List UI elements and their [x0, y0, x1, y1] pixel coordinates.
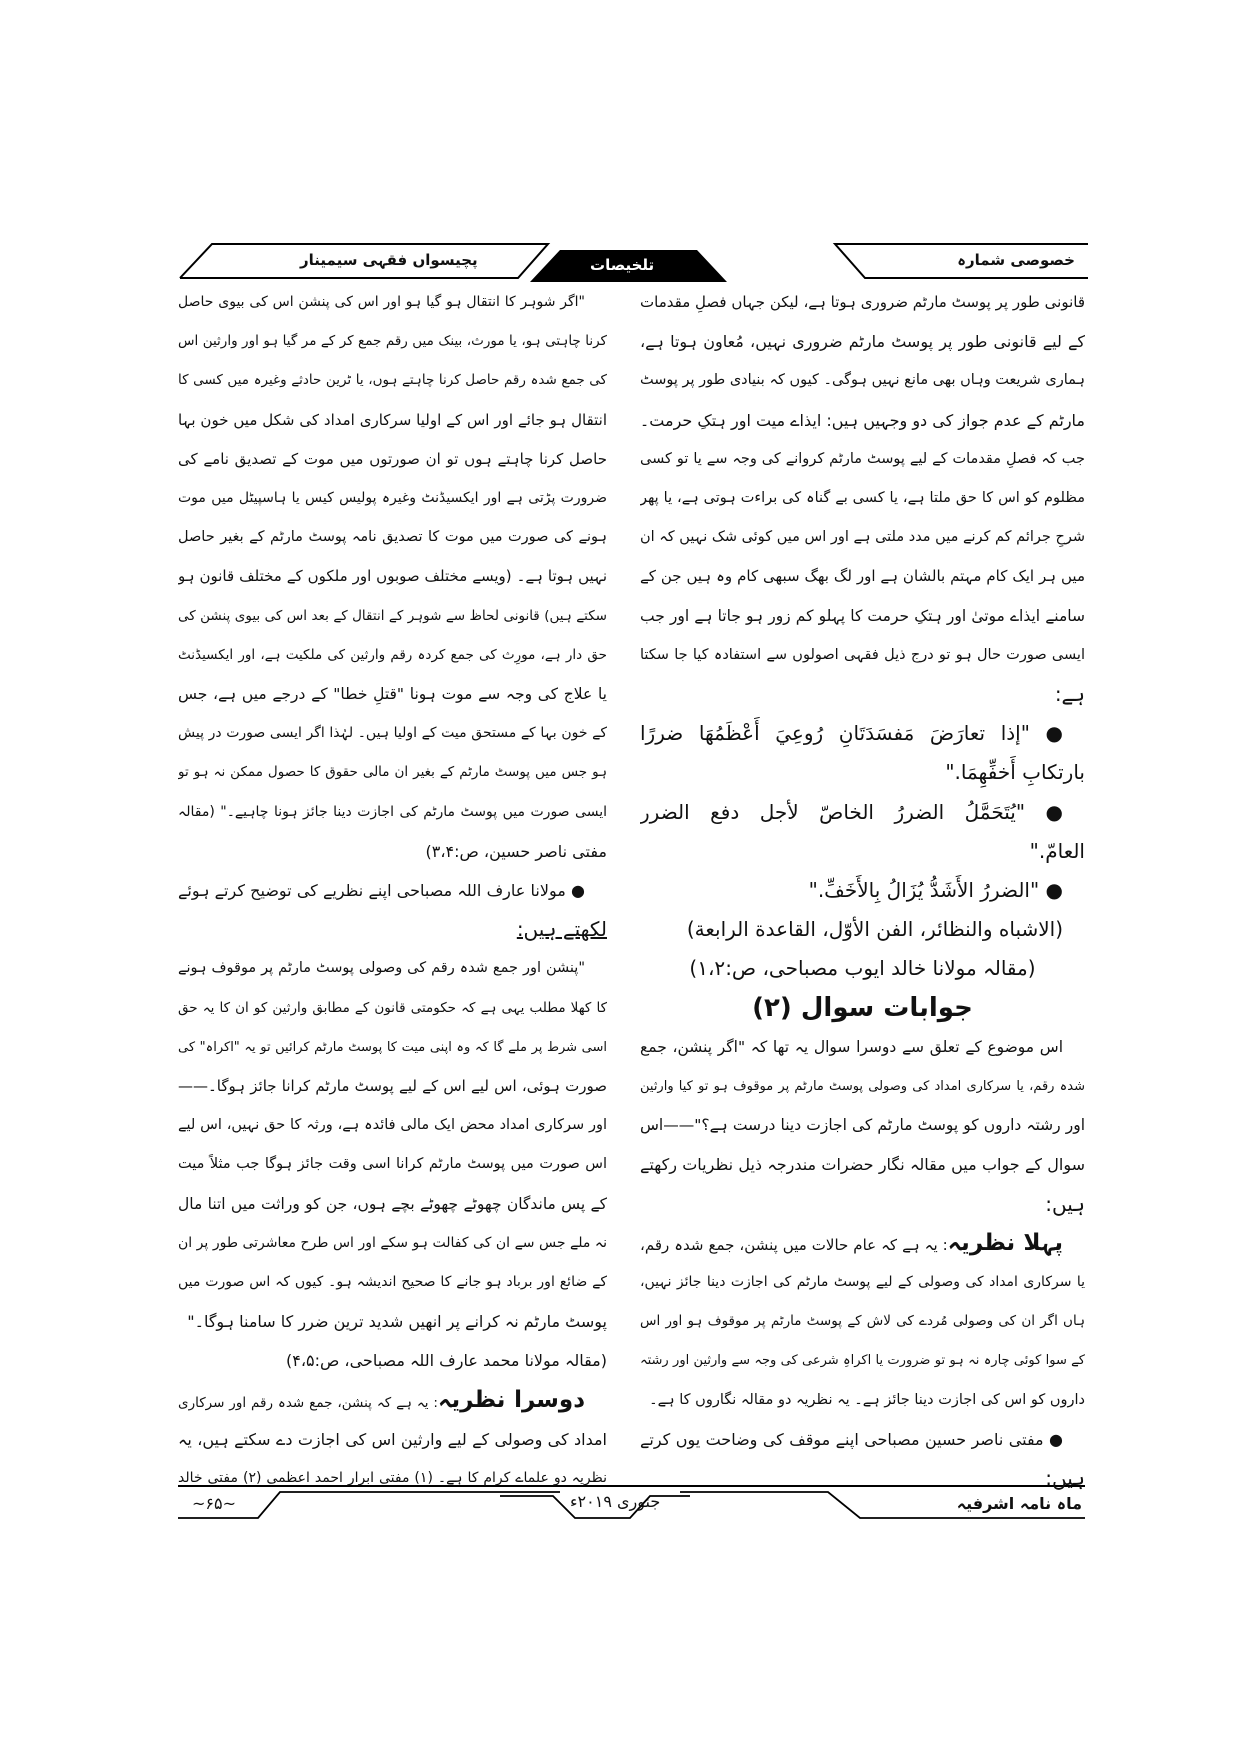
line-text: کے ضائع اور برباد ہو جانے کا صحیح اندیشہ ہو۔ کیوں کہ اس صورت میں: [178, 1274, 607, 1290]
line-text: مظلوم کو اس کا حق ملتا ہے، یا کسی بے گناہ کی براءت ہوتی ہے، یا پھر: [640, 490, 1085, 506]
text-line: [640, 832, 1085, 871]
text-line: [640, 597, 1085, 636]
line-text: نہ ملے جس سے ان کی کفالت ہو سکے اور اس طرح معاشرتی طور پر ان: [178, 1234, 607, 1251]
header-center-tab: تلخیصات: [590, 256, 655, 274]
text-line: [178, 793, 607, 832]
line-text: شدہ رقم، یا سرکاری امداد کی وصولی پوسٹ مارٹم پر موقوف ہو تو کیا وارثین: [640, 1079, 1085, 1094]
text-line: [640, 1263, 1085, 1302]
text-line: [640, 1302, 1085, 1341]
line-text: ہے:: [1054, 682, 1085, 706]
text-line: [640, 793, 1085, 832]
line-text: اس صورت میں پوسٹ مارٹم کرانا اسی وقت جائز ہوگا جب مثلاً میت: [178, 1156, 607, 1173]
line-text: حق دار ہے، مورِث کی جمع کردہ رقم وارثین کی ملکیت ہے، اور ایکسیڈنٹ: [178, 646, 607, 663]
line-text: کرنا چاہتی ہو، یا مورث، بینک میں رقم جمع کر کے مر گیا ہو اور وارثین اس: [178, 333, 607, 350]
theory-text: : یہ ہے کہ عام حالات میں پنشن، جمع شدہ رقم،: [640, 1235, 948, 1254]
line-text: ہیں:: [1045, 1191, 1085, 1216]
text-line: [178, 401, 607, 440]
text-line: [178, 283, 607, 322]
line-text: ● "يُتَحَمَّلُ الضررُ الخاصّ لأجل دفع الضرر: [640, 799, 1063, 824]
line-text: صورت ہوئی، اس لیے اس کے لیے پوسٹ مارٹم کرانا جائز ہوگا۔——: [178, 1077, 607, 1095]
text-line: [178, 714, 607, 753]
text-line: [640, 871, 1085, 910]
text-line: [178, 557, 607, 596]
text-line: [178, 322, 607, 361]
text-line: [178, 1224, 607, 1263]
text-line: [640, 1381, 1085, 1420]
text-line: [640, 949, 1085, 988]
theory-label: پہلا نظریہ: [947, 1229, 1063, 1256]
text-line: [640, 440, 1085, 479]
line-text: العامّ.": [1029, 838, 1085, 863]
text-line: [178, 597, 607, 636]
line-text: سامنے ایذاے موتیٰ اور ہتکِ حرمت کا پہلو کم زور ہو جاتا ہے اور جب: [640, 606, 1085, 625]
line-text: کے سوا کوئی چارہ نہ ہو تو ضرورت یا اکراہِ شرعی کی وجہ سے وارثین اور رشتہ: [640, 1353, 1085, 1369]
line-text: ● "إذا تعارَضَ مَفسَدَتَانِ رُوعِيَ أَعْظَمُهَا ضررًا: [640, 721, 1063, 746]
header-left-tab: پچیسواں فقہی سیمینار: [300, 251, 478, 269]
line-text: بارتكابِ أَخفِّهِمَا.": [945, 760, 1085, 785]
text-line: [178, 989, 607, 1028]
line-text: کے خون بہا کے مستحق میت کے اولیا ہیں۔ لہٰذا اگر ایسی صورت در پیش: [178, 725, 607, 742]
line-text: ضرورت پڑتی ہے اور ایکسیڈنٹ وغیرہ پولیس کیس یا ہاسپیٹل میں موت: [178, 490, 607, 506]
section-heading: [640, 989, 1085, 1028]
text-line: [178, 675, 607, 714]
line-text: (مقالہ مولانا خالد ایوب مصباحی، ص:۱،۲): [689, 956, 1036, 981]
text-line: [178, 910, 607, 949]
line-text: یا سرکاری امداد کی وصولی کے لیے پوسٹ مارٹم کی اجازت دینا جائز نہیں،: [640, 1274, 1085, 1290]
text-line: [640, 401, 1085, 440]
text-line: [640, 518, 1085, 557]
text-line: [640, 1224, 1085, 1263]
text-line: [178, 636, 607, 675]
text-line: [640, 557, 1085, 596]
line-text: جوابات سوال (۲): [752, 992, 973, 1023]
text-line: [178, 361, 607, 400]
text-line: [178, 1106, 607, 1145]
line-text: ہیں:: [1045, 1466, 1085, 1490]
line-text: میں ہر ایک کام مہتم بالشان ہے اور لگ بھگ سبھی کام وہ ہیں جن کے: [640, 567, 1085, 586]
line-text: نہیں ہوتا ہے۔ (ویسے مختلف صوبوں اور ملکوں کے مختلف قانون ہو: [178, 567, 607, 586]
line-text: لکھتے ہیں:: [516, 917, 607, 942]
line-text: سوال کے جواب میں مقالہ نگار حضرات مندرجہ ذیل نظریات رکھتے: [640, 1155, 1085, 1175]
text-line: [178, 1420, 607, 1459]
text-line: [640, 1459, 1085, 1498]
line-text: "پنشن اور جمع شدہ رقم کی وصولی پوسٹ مارٹم پر موقوف ہونے: [178, 960, 585, 977]
text-line: [178, 1302, 607, 1341]
line-text: کا کھلا مطلب یہی ہے کہ حکومتی قانون کے مطابق وارثین کو ان کا یہ حق: [178, 999, 607, 1016]
line-text: ایسی صورت حال ہو تو درج ذیل فقہی اصولوں سے استفادہ کیا جا سکتا: [640, 646, 1085, 663]
footer-page-number: ~۶۵~: [192, 1494, 236, 1513]
text-line: [640, 1067, 1085, 1106]
line-text: ایسی صورت میں پوسٹ مارٹم کی اجازت دینا جائز ہونا چاہیے۔" (مقالہ: [178, 803, 607, 820]
text-line: [178, 871, 607, 910]
line-text: مارٹم کے عدم جواز کی دو وجہیں ہیں: ایذاے میت اور ہتکِ حرمت۔: [640, 410, 1085, 430]
text-line: [178, 479, 607, 518]
text-line: [178, 1067, 607, 1106]
line-text: (مقالہ مولانا محمد عارف اللہ مصباحی، ص:۴،۵): [286, 1351, 607, 1371]
line-text: حاصل کرنا چاہتے ہوں تو ان صورتوں میں موت کے تصدیق نامے کی: [178, 449, 607, 468]
line-text: سکتے ہیں) قانونی لحاظ سے شوہر کے انتقال کے بعد اس کی بیوی پنشن کی: [178, 607, 607, 624]
line-text: مفتی ناصر حسین، ص:۳،۴): [425, 841, 607, 861]
text-line: [640, 361, 1085, 400]
text-line: [178, 440, 607, 479]
line-text: ہاں اگر ان کی وصولی مُردے کی لاش کے پوسٹ مارٹم پر موقوف ہو اور اس: [640, 1313, 1085, 1330]
text-line: [640, 675, 1085, 714]
text-line: [178, 518, 607, 557]
text-line: [640, 1341, 1085, 1380]
header-right-tab: خصوصی شمارہ: [957, 251, 1075, 269]
line-text: کے لیے قانونی طور پر پوسٹ مارٹم ضروری نہیں، مُعاون ہوتا ہے،: [640, 332, 1085, 352]
text-line: [178, 1381, 607, 1420]
text-line: [640, 1028, 1085, 1067]
text-line: [640, 322, 1085, 361]
text-line: [178, 1145, 607, 1184]
line-text: ● مفتی ناصر حسین مصباحی اپنے موقف کی وضاحت یوں کرتے: [640, 1429, 1063, 1449]
line-text: کی جمع شدہ رقم حاصل کرنا چاہتے ہوں، یا ٹرین حادثے وغیرہ میں کسی کا: [178, 372, 607, 389]
text-line: [178, 1263, 607, 1302]
line-text: داروں کو اس کی اجازت دینا جائز ہے۔ یہ نظریہ دو مقالہ نگاروں کا ہے۔: [649, 1391, 1085, 1408]
text-line: [178, 832, 607, 871]
line-text: نظریہ دو علماے کرام کا ہے۔ (۱) مفتی ابرار احمد اعظمی (۲) مفتی خالد: [178, 1470, 607, 1486]
text-line: [640, 1106, 1085, 1145]
line-text: پوسٹ مارٹم نہ کرانے پر انھیں شدید ترین ضرر کا سامنا ہوگا۔": [187, 1312, 607, 1332]
text-line: [178, 1028, 607, 1067]
line-text: ● مولانا عارف اللہ مصباحی اپنے نظریے کی توضیح کرتے ہوئے: [178, 881, 585, 900]
line-text: شرحِ جرائم کم کرنے میں مدد ملتی ہے اور اس میں کوئی شک نہیں کہ ان: [640, 529, 1085, 546]
line-text: (الاشباه والنظائر، الفن الأوّل، القاعدة الرابعة): [686, 917, 1063, 942]
line-text: جب کہ فصلِ مقدمات کے لیے پوسٹ مارٹم کروانے کی وجہ سے یا تو کسی: [640, 450, 1085, 467]
text-line: [178, 1459, 607, 1498]
line-text: قانونی طور پر پوسٹ مارٹم ضروری ہوتا ہے، لیکن جہاں فصلِ مقدمات: [640, 293, 1085, 311]
line-text: امداد کی وصولی کے لیے وارثین اس کی اجازت دے سکتے ہیں، یہ: [178, 1429, 607, 1449]
line-text: کے پس ماندگان چھوٹے چھوٹے بچے ہوں، جن کو وراثت میں اتنا مال: [178, 1194, 607, 1213]
text-line: [640, 283, 1085, 322]
line-text: انتقال ہو جائے اور اس کے اولیا سرکاری امداد کی شکل میں خون بہا: [178, 410, 607, 429]
line-text: "اگر شوہر کا انتقال ہو گیا ہو اور اس کی پنشن اس کی بیوی حاصل: [178, 294, 585, 310]
footer-magazine-name: ماہ نامہ اشرفیہ: [956, 1494, 1082, 1513]
text-line: [178, 753, 607, 792]
text-line: [640, 753, 1085, 792]
text-line: [640, 910, 1085, 949]
line-text: ہو جس میں پوسٹ مارٹم کے بغیر ان مالی حقوق کا حصول ممکن نہ ہو تو: [178, 764, 607, 781]
text-line: [640, 714, 1085, 753]
theory-text: : یہ ہے کہ پنشن، جمع شدہ رقم اور سرکاری: [178, 1394, 438, 1411]
line-text: اور رشتہ داروں کو پوسٹ مارٹم کی اجازت دینا درست ہے؟"——اس: [640, 1116, 1085, 1135]
text-line: [640, 479, 1085, 518]
text-line: [178, 1341, 607, 1380]
theory-label: دوسرا نظریہ: [437, 1386, 585, 1413]
line-text: اسی شرط پر ملے گا کہ وہ اپنی میت کا پوسٹ مارٹم کرائیں تو یہ "اکراہ" کی: [178, 1039, 607, 1055]
footer-date: جنوری ۲۰۱۹ء: [570, 1492, 661, 1511]
text-line: [178, 949, 607, 988]
line-text: ہماری شریعت وہاں بھی مانع نہیں ہوگی۔ کیوں کہ بنیادی طور پر پوسٹ: [640, 372, 1085, 389]
line-text: ● "الضررُ الأَشَدُّ يُزَالُ بِالأَخَفِّ.": [808, 878, 1063, 902]
line-text: اور سرکاری امداد محض ایک مالی فائدہ ہے، ورثہ کا حق نہیں، اس لیے: [178, 1117, 607, 1134]
text-line: [640, 1145, 1085, 1184]
text-line: [640, 1185, 1085, 1224]
text-line: [640, 636, 1085, 675]
line-text: ہونے کی صورت میں موت کا تصدیق نامہ پوسٹ مارٹم کے بغیر حاصل: [178, 529, 607, 546]
text-line: [178, 1185, 607, 1224]
text-line: [640, 1420, 1085, 1459]
line-text: اس موضوع کے تعلق سے دوسرا سوال یہ تھا کہ "اگر پنشن، جمع: [640, 1037, 1063, 1056]
line-text: یا علاج کی وجہ سے موت ہونا "قتلِ خطا" کے درجے میں ہے، جس: [178, 685, 607, 703]
